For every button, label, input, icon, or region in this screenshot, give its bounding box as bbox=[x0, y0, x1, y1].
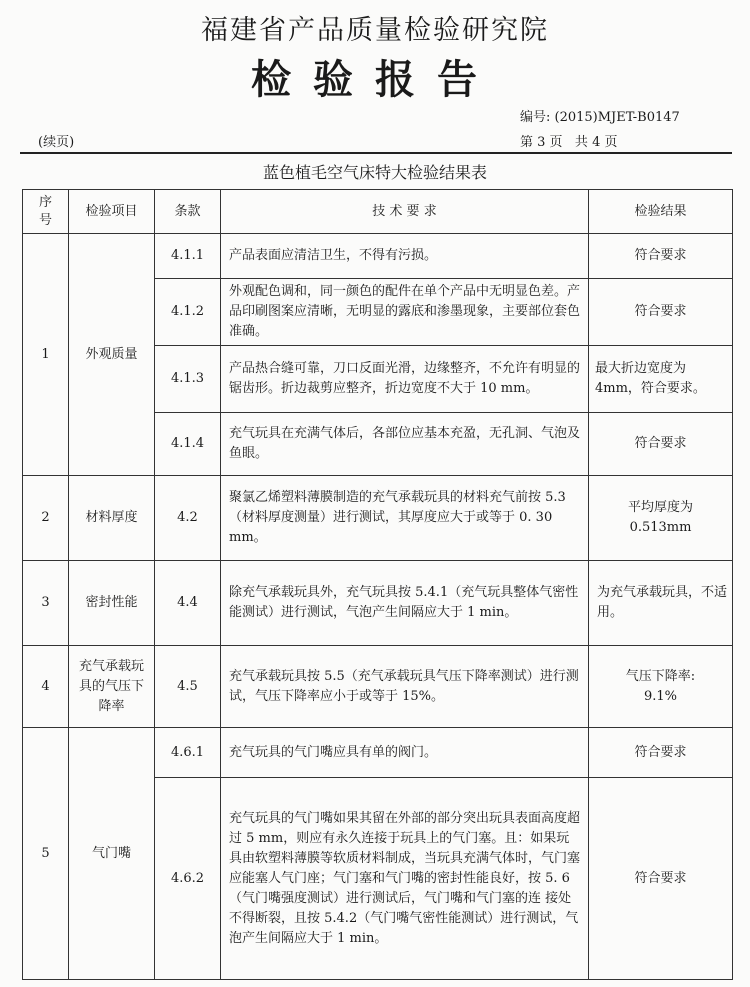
row-result: 符合要求 bbox=[589, 234, 733, 279]
col-header-item: 检验项目 bbox=[69, 190, 155, 234]
row-item: 材料厚度 bbox=[69, 476, 155, 561]
table-row bbox=[23, 234, 733, 279]
table-row bbox=[23, 476, 733, 561]
row-result: 符合要求 bbox=[589, 778, 733, 980]
institute-name: 福建省产品质量检验研究院 bbox=[201, 15, 549, 46]
row-result: 气压下降率: 9.1% bbox=[589, 646, 733, 728]
row-clause: 4.1.3 bbox=[155, 346, 221, 413]
row-clause: 4.5 bbox=[155, 646, 221, 728]
table-row bbox=[23, 561, 733, 646]
row-item: 充气承载玩具的气压下降率 bbox=[69, 646, 155, 728]
row-clause: 4.1.4 bbox=[155, 413, 221, 476]
row-requirement: 充气玩具的气门嘴应具有单的阀门。 bbox=[221, 728, 589, 778]
table-row bbox=[23, 728, 733, 778]
row-item: 气门嘴 bbox=[69, 728, 155, 980]
row-result: 为充气承载玩具，不适用。 bbox=[589, 561, 733, 646]
row-result: 最大折边宽度为4mm，符合要求。 bbox=[589, 346, 733, 413]
row-requirement: 聚氯乙烯塑料薄膜制造的充气承载玩具的材料充气前按 5.3（材料厚度测量）进行测试，其厚度应大于或等于 0. 30 mm。 bbox=[221, 476, 589, 561]
row-clause: 4.4 bbox=[155, 561, 221, 646]
row-clause: 4.1.1 bbox=[155, 234, 221, 279]
page-info: 第 3 页 共 4 页 bbox=[520, 135, 618, 150]
table-title: 蓝色植毛空气床特大检验结果表 bbox=[262, 163, 487, 182]
row-requirement: 充气玩具在充满气体后，各部位应基本充盈，无孔洞、气泡及鱼眼。 bbox=[221, 413, 589, 476]
continued-label: (续页) bbox=[38, 135, 75, 150]
row-clause: 4.2 bbox=[155, 476, 221, 561]
row-result: 符合要求 bbox=[589, 413, 733, 476]
row-requirement: 除充气承载玩具外，充气玩具按 5.4.1（充气玩具整体气密性能测试）进行测试，气泡产生间隔应大于 1 min。 bbox=[221, 561, 589, 646]
row-requirement: 充气承载玩具按 5.5（充气承载玩具气压下降率测试）进行测试，气压下降率应小于或等于 15%。 bbox=[221, 646, 589, 728]
row-item: 外观质量 bbox=[69, 234, 155, 476]
header-divider bbox=[20, 152, 732, 154]
table-row bbox=[23, 646, 733, 728]
col-header-result: 检验结果 bbox=[589, 190, 733, 234]
row-number: 3 bbox=[23, 561, 69, 646]
col-header-clause: 条款 bbox=[155, 190, 221, 234]
row-result: 平均厚度为 0.513mm bbox=[589, 476, 733, 561]
row-requirement: 外观配色调和，同一颜色的配件在单个产品中无明显色差。产品印刷图案应清晰，无明显的露底和渗墨现象，主要部位套色准确。 bbox=[221, 279, 589, 346]
report-code: 编号: (2015)MJET-B0147 bbox=[520, 110, 680, 125]
results-table bbox=[22, 189, 733, 980]
row-requirement: 产品表面应清洁卫生，不得有污损。 bbox=[221, 234, 589, 279]
row-item: 密封性能 bbox=[69, 561, 155, 646]
row-requirement: 产品热合缝可靠，刀口反面光滑，边缘整齐，不允许有明显的锯齿形。折边裁剪应整齐，折边宽度不大于 10 mm。 bbox=[221, 346, 589, 413]
row-number: 5 bbox=[23, 728, 69, 980]
row-number: 1 bbox=[23, 234, 69, 476]
row-clause: 4.6.2 bbox=[155, 778, 221, 980]
row-clause: 4.6.1 bbox=[155, 728, 221, 778]
table-header-row bbox=[23, 190, 733, 234]
row-result: 符合要求 bbox=[589, 728, 733, 778]
report-title: 检验报告 bbox=[251, 57, 499, 103]
row-number: 4 bbox=[23, 646, 69, 728]
col-header-no: 序号 bbox=[23, 190, 69, 234]
col-header-requirement: 技 术 要 求 bbox=[221, 190, 589, 234]
row-requirement: 充气玩具的气门嘴如果其留在外部的部分突出玩具表面高度超过 5 mm，则应有永久连接于玩具上的气门塞。且：如果玩具由软塑料薄膜等软质材料制成，当玩具充满气体时，气门塞应能塞人气门座；气门塞和气门嘴的密封性能良好，按 5. 6（气门嘴强度测试）进行测试后，气门嘴和气门塞的连 接处不得断裂，且按 5.4.2（气门嘴气密性能测试）进行测试，气泡产生间隔应大于 1 min。 bbox=[221, 778, 589, 980]
row-result: 符合要求 bbox=[589, 279, 733, 346]
row-clause: 4.1.2 bbox=[155, 279, 221, 346]
row-number: 2 bbox=[23, 476, 69, 561]
